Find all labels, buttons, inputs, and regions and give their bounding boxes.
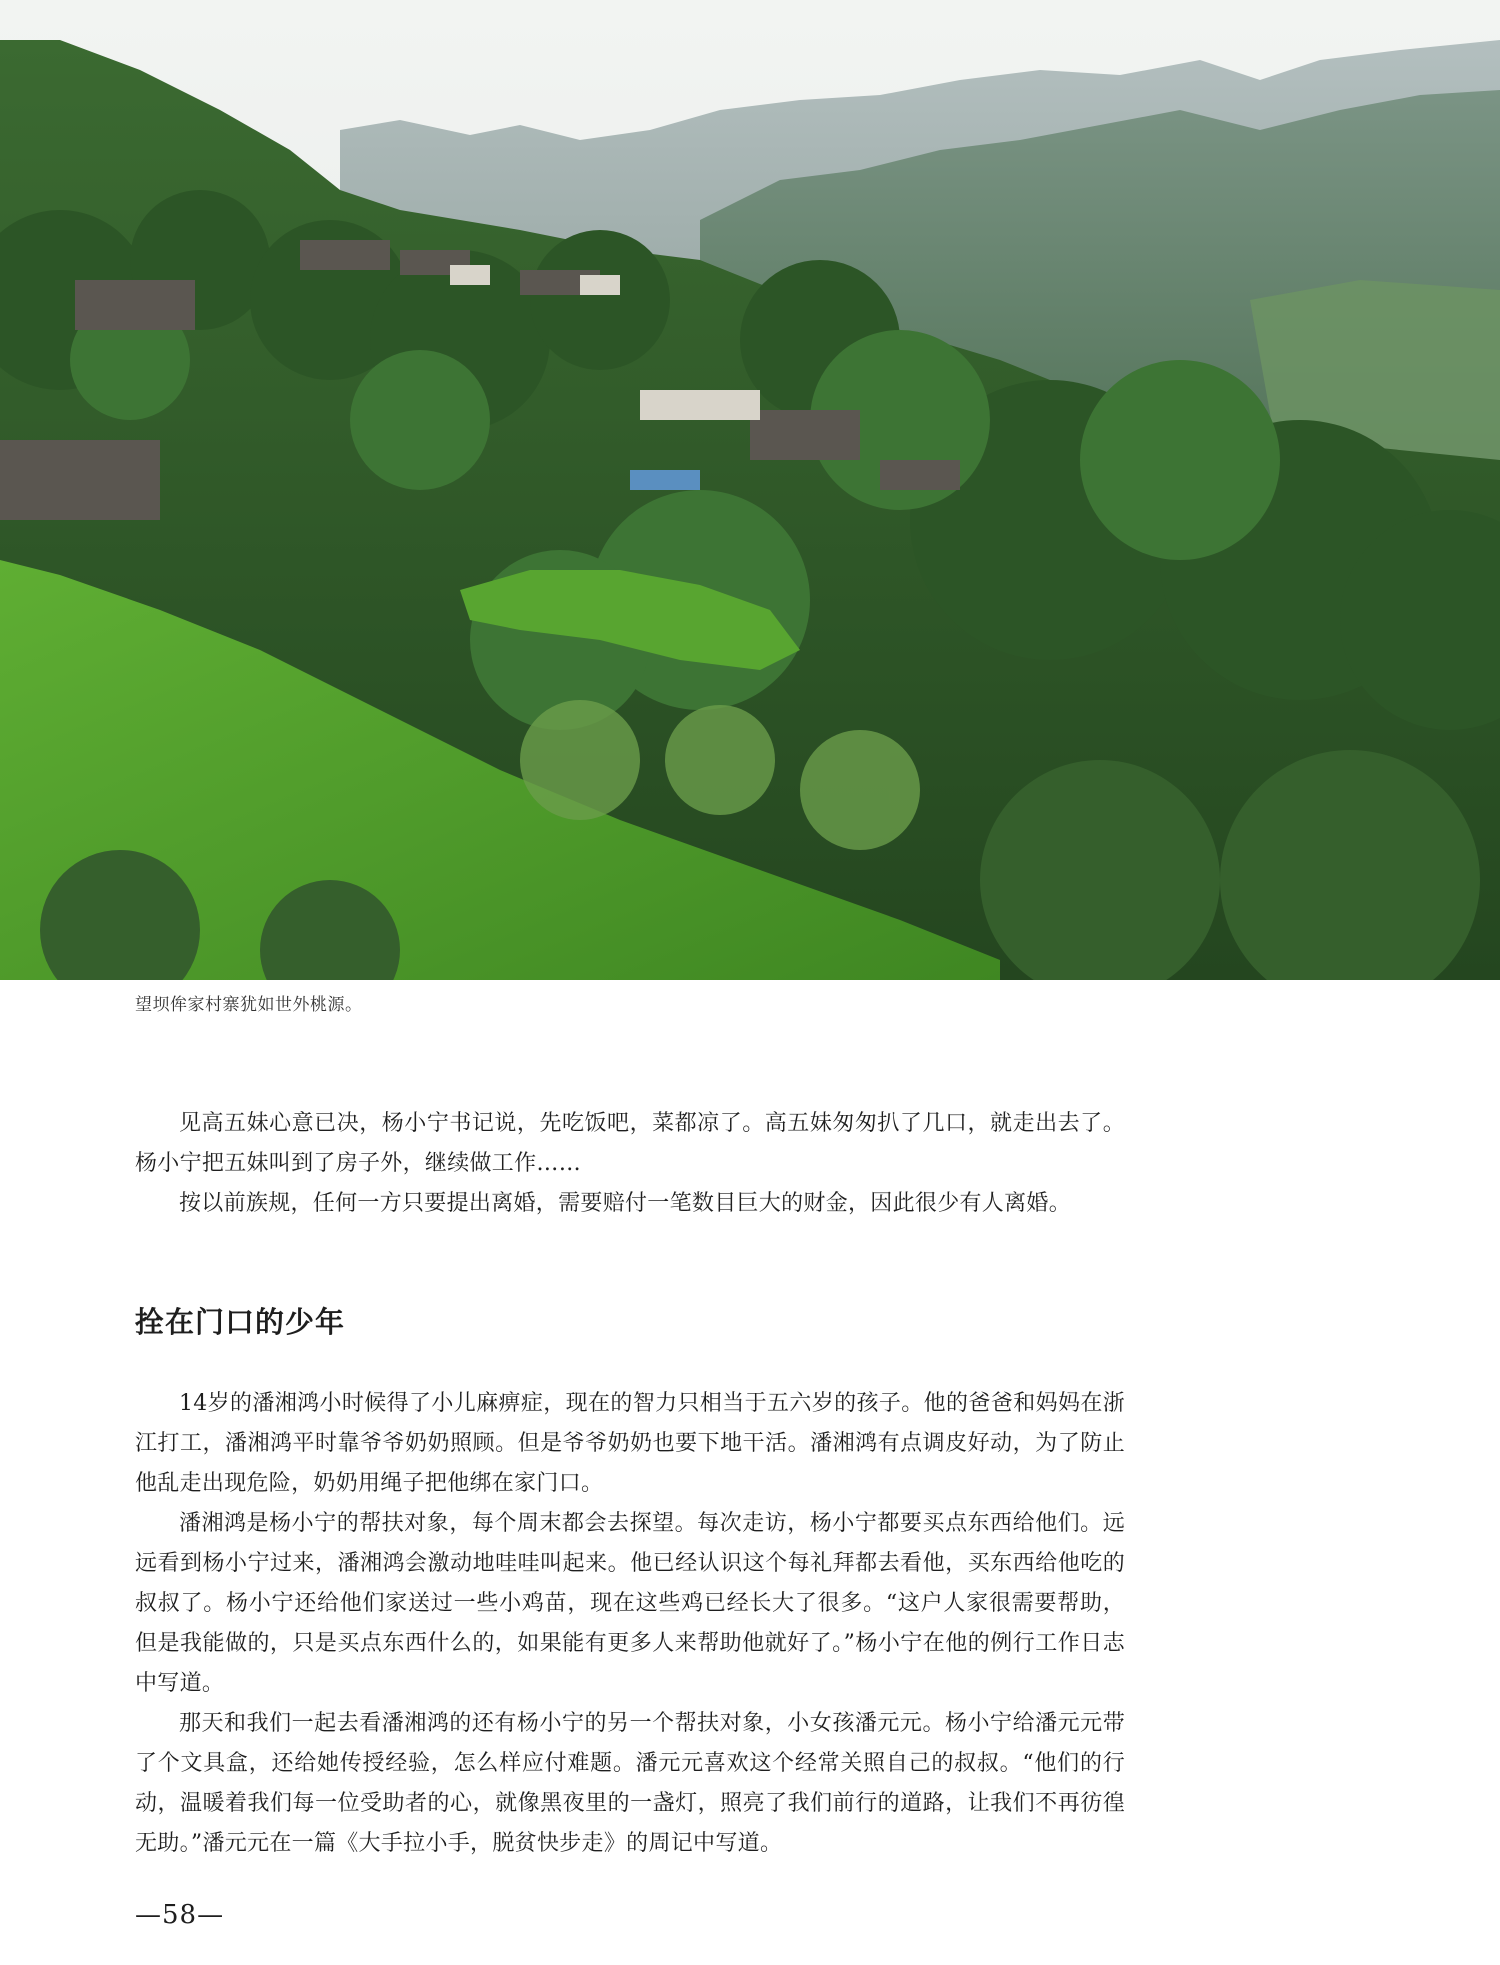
paragraph: 那天和我们一起去看潘湘鸿的还有杨小宁的另一个帮扶对象，小女孩潘元元。杨小宁给潘元元带了个文具盒，还给她传授经验，怎么样应付难题。潘元元喜欢这个经常关照自己的叔叔。“他们的行动，温暖着我们每一位受助者的心，就像黑夜里的一盏灯，照亮了我们前行的道路，让我们不再彷徨无助。”潘元元在一篇《大手拉小手，脱贫快步走》的周记中写道。 xyxy=(135,1711,1125,1856)
paragraph: 按以前族规，任何一方只要提出离婚，需要赔付一笔数目巨大的财金，因此很少有人离婚。 xyxy=(179,1191,1072,1216)
paragraph: 潘湘鸿是杨小宁的帮扶对象，每个周末都会去探望。每次走访，杨小宁都要买点东西给他们。远远看到杨小宁过来，潘湘鸿会激动地哇哇叫起来。他已经认识这个每礼拜都去看他，买东西给他吃的叔叔了。杨小宁还给他们家送过一些小鸡苗，现在这些鸡已经长大了很多。“这户人家很需要帮助，但是我能做的，只是买点东西什么的，如果能有更多人来帮助他就好了。”杨小宁在他的例行工作日志中写道。 xyxy=(135,1511,1125,1696)
paragraph: 14岁的潘湘鸿小时候得了小儿麻痹症，现在的智力只相当于五六岁的孩子。他的爸爸和妈妈在浙江打工，潘湘鸿平时靠爷爷奶奶照顾。但是爷爷奶奶也要下地干活。潘湘鸿有点调皮好动，为了防止他乱走出现危险，奶奶用绳子把他绑在家门口。 xyxy=(135,1391,1125,1496)
photo-caption: 望坝侔家村寨犹如世外桃源。 xyxy=(135,995,363,1015)
section-heading: 拴在门口的少年 xyxy=(135,1305,346,1339)
page-number: —58— xyxy=(135,1900,225,1930)
intro-paragraphs xyxy=(135,1104,1125,1224)
landscape-photo-icon xyxy=(0,0,1500,980)
paragraph: 见高五妹心意已决，杨小宁书记说，先吃饭吧，菜都凉了。高五妹匆匆扒了几口，就走出去了。杨小宁把五妹叫到了房子外，继续做工作…… xyxy=(135,1111,1125,1176)
section-paragraphs xyxy=(135,1384,1125,1864)
village-landscape-photo xyxy=(0,0,1500,980)
